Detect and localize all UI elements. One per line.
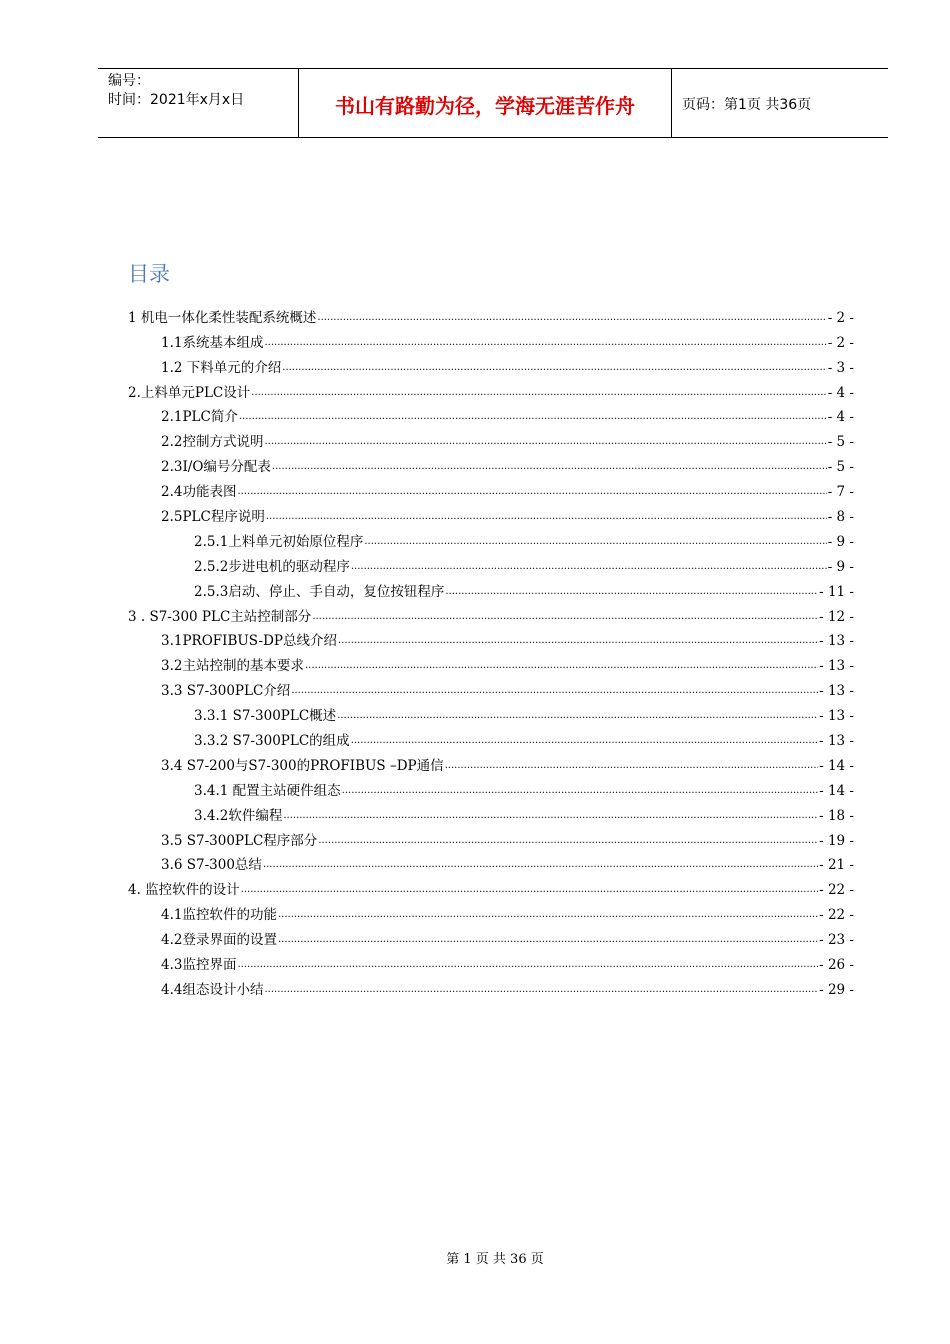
toc-entry-page: - 13 - — [819, 633, 854, 650]
toc-entry-text: 3.4.1 配置主站硬件组态 — [194, 782, 341, 799]
toc-entry-text: 2.5.3启动、停止、手自动，复位按钮程序 — [194, 583, 445, 600]
toc-entry-text: 2.5PLC程序说明 — [161, 509, 265, 526]
toc-entry-text: 3 . S7-300 PLC主站控制部分 — [128, 608, 312, 625]
toc-entry-text: 4. 监控软件的设计 — [128, 882, 240, 899]
page-header — [98, 68, 888, 138]
toc-entry[interactable] — [128, 526, 854, 551]
toc-entry-page: - 2 - — [827, 334, 854, 351]
toc-entry-leader — [318, 832, 818, 850]
toc-entry-page: - 4 - — [827, 384, 854, 401]
header-slogan: 书山有路勤为径，学海无涯苦作舟 — [299, 69, 672, 137]
toc-entry-text: 2.5.1上料单元初始原位程序 — [194, 533, 364, 550]
document-number-label: 编号： — [108, 73, 150, 89]
toc-entry-page: - 14 - — [819, 782, 854, 799]
toc-entry[interactable] — [128, 750, 854, 775]
toc-entry-leader — [282, 359, 826, 377]
toc-entry[interactable] — [128, 426, 854, 451]
toc-entry[interactable] — [128, 352, 854, 377]
toc-entry-page: - 2 - — [827, 309, 854, 326]
toc-entry-page: - 5 - — [827, 434, 854, 451]
toc-entry-page: - 19 - — [819, 832, 854, 849]
page-footer: 第 1 页 共 36 页 — [446, 1252, 544, 1267]
toc-entry-leader — [337, 707, 818, 725]
toc-entry-leader — [264, 981, 818, 999]
toc-entry-page: - 3 - — [827, 359, 854, 376]
toc-entry-page: - 9 - — [827, 533, 854, 550]
toc-entry-leader — [239, 408, 827, 426]
toc-entry-text: 2.1PLC简介 — [161, 409, 238, 426]
header-meta-cell — [98, 69, 299, 137]
toc-entry-leader — [283, 807, 818, 825]
toc-entry-page: - 12 - — [819, 608, 854, 625]
toc-entry[interactable] — [128, 775, 854, 800]
toc-entry[interactable] — [128, 850, 854, 875]
toc-entry-text: 2.3I/O编号分配表 — [161, 459, 271, 476]
toc-entry-page: - 26 - — [819, 957, 854, 974]
toc-entry-leader — [338, 632, 818, 650]
toc-entry[interactable] — [128, 874, 854, 899]
toc-entry[interactable] — [128, 675, 854, 700]
toc-entry-text: 4.4组态设计小结 — [161, 981, 264, 998]
toc-entry-page: - 29 - — [819, 981, 854, 998]
toc-entry[interactable] — [128, 650, 854, 675]
toc-entry-page: - 13 - — [819, 658, 854, 675]
toc-entry[interactable] — [128, 327, 854, 352]
toc-entry-leader — [263, 856, 818, 874]
toc-entry-leader — [237, 483, 826, 501]
toc-entry-page: - 23 - — [819, 932, 854, 949]
toc-entry[interactable] — [128, 402, 854, 427]
toc-entry[interactable] — [128, 924, 854, 949]
toc-entry-leader — [264, 433, 826, 451]
toc-entry-leader — [445, 583, 818, 601]
toc-entry-leader — [251, 384, 826, 402]
toc-entry-text: 1.2 下料单元的介绍 — [161, 359, 282, 376]
toc-entry-text: 3.6 S7-300总结 — [161, 857, 262, 874]
toc-entry[interactable] — [128, 974, 854, 999]
toc-entry-page: - 13 - — [819, 683, 854, 700]
toc-entry-page: - 21 - — [819, 857, 854, 874]
toc-entry-page: - 7 - — [827, 484, 854, 501]
toc-entry[interactable] — [128, 451, 854, 476]
toc-entry-leader — [312, 608, 818, 626]
toc-entry[interactable] — [128, 576, 854, 601]
toc-entry-text: 1 机电一体化柔性装配系统概述 — [128, 309, 317, 326]
header-page-info: 页码：第1页 共36页 — [682, 97, 812, 113]
toc-entry-leader — [278, 931, 818, 949]
toc-entry-text: 2.2控制方式说明 — [161, 434, 264, 451]
toc-entry-text: 3.4.2软件编程 — [194, 807, 283, 824]
toc-entry-text: 1.1系统基本组成 — [161, 334, 264, 351]
toc-entry[interactable] — [128, 377, 854, 402]
toc-entry-page: - 13 - — [819, 733, 854, 750]
toc-entry-page: - 22 - — [819, 907, 854, 924]
toc-entry-leader — [264, 334, 826, 352]
document-time-label: 时间：2021年x月x日 — [108, 92, 245, 108]
toc-entry-text: 3.5 S7-300PLC程序部分 — [161, 832, 318, 849]
toc-entry-text: 3.1PROFIBUS-DP总线介绍 — [161, 633, 337, 650]
toc-entry[interactable] — [128, 899, 854, 924]
toc-entry-text: 3.2主站控制的基本要求 — [161, 658, 304, 675]
toc-entry-text: 2.4功能表图 — [161, 484, 237, 501]
toc-entry[interactable] — [128, 825, 854, 850]
toc-entry-leader — [237, 956, 818, 974]
toc-entry[interactable] — [128, 949, 854, 974]
toc-entry-text: 4.2登录界面的设置 — [161, 932, 277, 949]
toc-entry[interactable] — [128, 700, 854, 725]
toc-entry[interactable] — [128, 725, 854, 750]
toc-entry-text: 4.1监控软件的功能 — [161, 907, 277, 924]
toc-entry-page: - 18 - — [819, 807, 854, 824]
toc-entry-leader — [342, 782, 818, 800]
toc-entry-leader — [364, 533, 826, 551]
toc-entry-leader — [351, 732, 818, 750]
table-of-contents — [128, 302, 854, 999]
toc-entry-leader — [317, 309, 826, 327]
toc-title: 目录 — [128, 262, 170, 286]
toc-entry[interactable] — [128, 800, 854, 825]
toc-entry-leader — [445, 757, 819, 775]
toc-entry-page: - 9 - — [827, 558, 854, 575]
toc-entry-text: 3.4 S7-200与S7-300的PROFIBUS –DP通信 — [161, 757, 444, 774]
toc-entry-leader — [241, 881, 818, 899]
toc-entry[interactable] — [128, 302, 854, 327]
toc-entry-leader — [291, 682, 818, 700]
toc-entry-leader — [266, 508, 827, 526]
toc-entry-page: - 22 - — [819, 882, 854, 899]
toc-entry-page: - 4 - — [827, 409, 854, 426]
toc-entry-leader — [305, 657, 818, 675]
toc-entry-text: 3.3.1 S7-300PLC概述 — [194, 708, 337, 725]
toc-entry-leader — [351, 558, 827, 576]
toc-entry-page: - 11 - — [819, 583, 854, 600]
toc-entry-text: 3.3 S7-300PLC介绍 — [161, 683, 291, 700]
toc-entry-text: 2.上料单元PLC设计 — [128, 384, 251, 401]
toc-entry-leader — [272, 458, 827, 476]
toc-entry-text: 3.3.2 S7-300PLC的组成 — [194, 733, 350, 750]
toc-entry[interactable] — [128, 476, 854, 501]
toc-entry[interactable] — [128, 601, 854, 626]
toc-entry-text: 2.5.2步进电机的驱动程序 — [194, 558, 350, 575]
toc-entry[interactable] — [128, 551, 854, 576]
toc-entry[interactable] — [128, 626, 854, 651]
toc-entry-leader — [278, 906, 818, 924]
toc-entry-page: - 5 - — [827, 459, 854, 476]
toc-entry-page: - 14 - — [819, 757, 854, 774]
toc-entry-text: 4.3监控界面 — [161, 957, 237, 974]
toc-entry-page: - 8 - — [827, 509, 854, 526]
toc-entry-page: - 13 - — [819, 708, 854, 725]
toc-entry[interactable] — [128, 501, 854, 526]
